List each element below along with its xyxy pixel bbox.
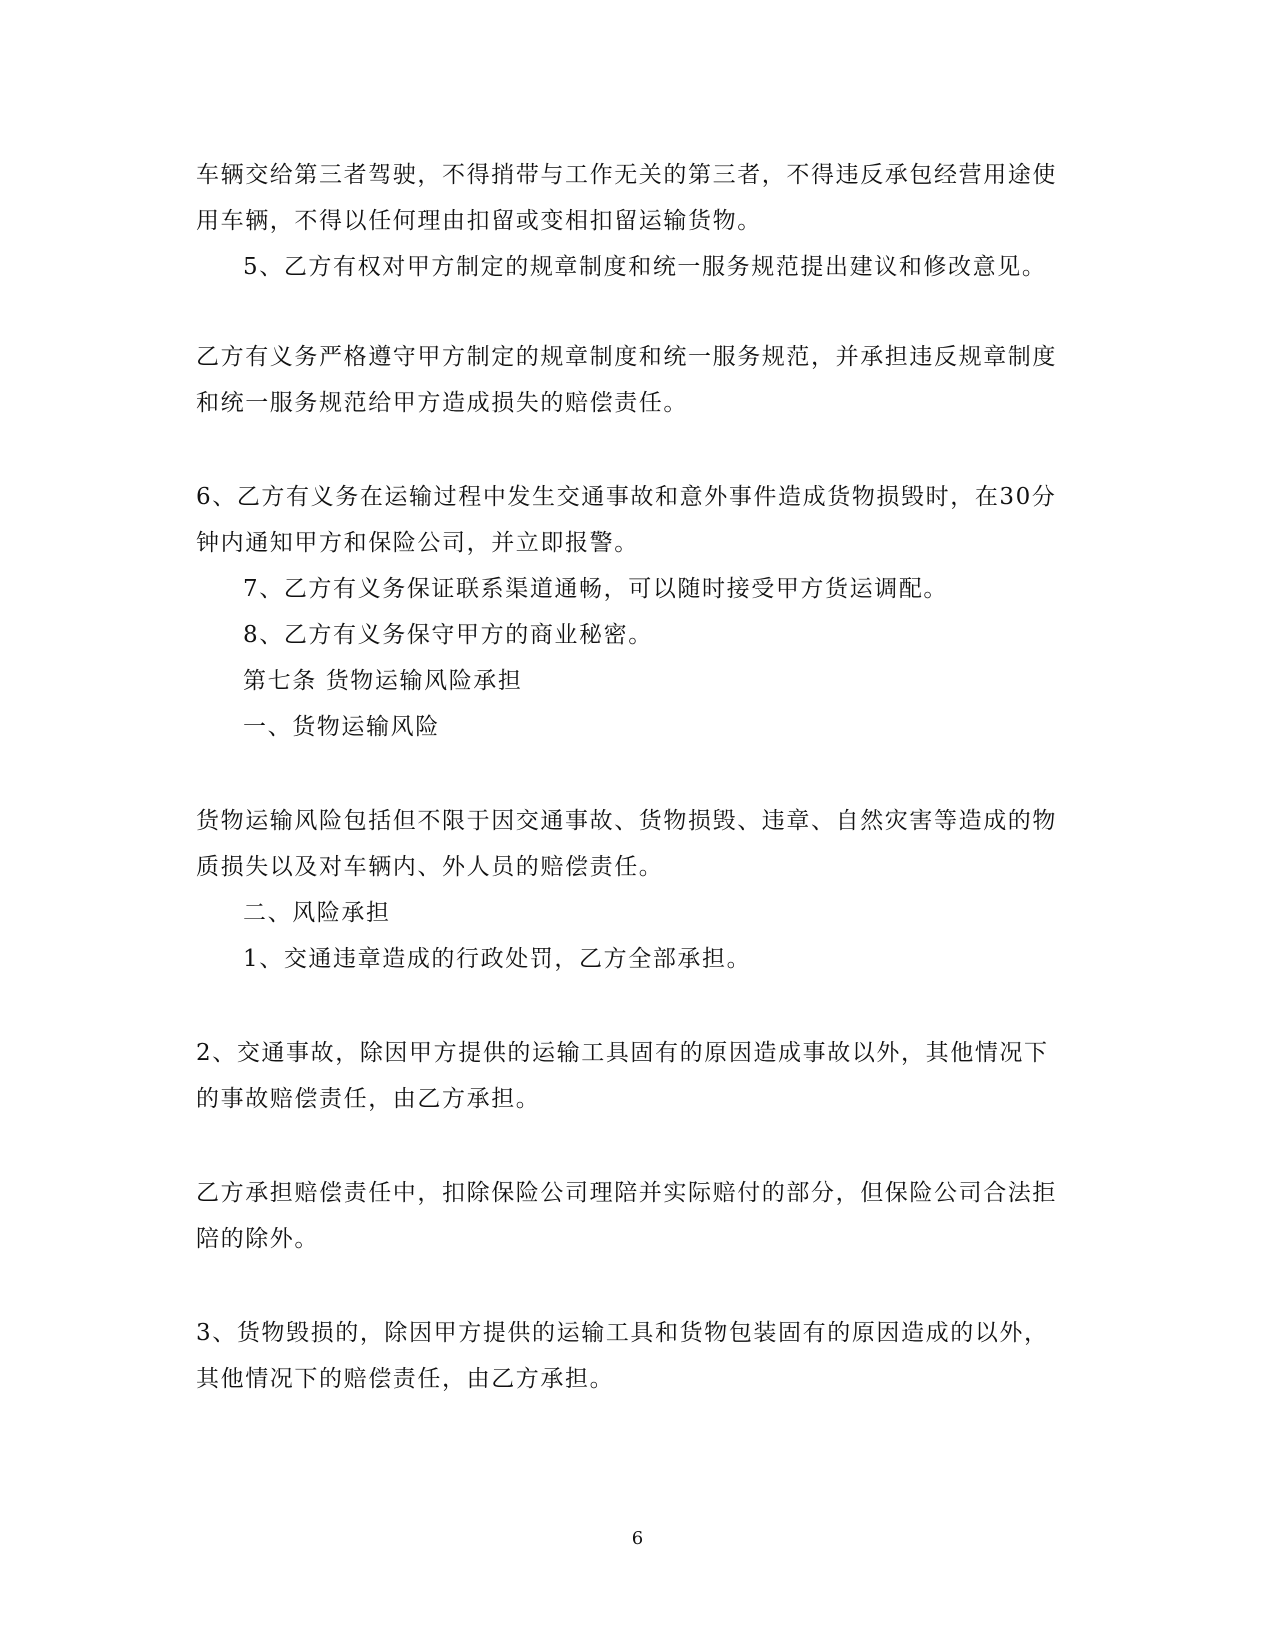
text-line: 陪的除外。 <box>196 1226 319 1252</box>
page-number: 6 <box>631 1528 644 1549</box>
text-line: 车辆交给第三者驾驶，不得捎带与工作无关的第三者，不得违反承包经营用途使 <box>196 162 1057 188</box>
text-line: 乙方有义务严格遵守甲方制定的规章制度和统一服务规范，并承担违反规章制度 <box>196 344 1057 370</box>
text-line: 的事故赔偿责任，由乙方承担。 <box>196 1086 541 1112</box>
text-line: 质损失以及对车辆内、外人员的赔偿责任。 <box>196 854 664 880</box>
text-line: 6、乙方有义务在运输过程中发生交通事故和意外事件造成货物损毁时，在30分 <box>196 484 1057 510</box>
text-line: 和统一服务规范给甲方造成损失的赔偿责任。 <box>196 390 688 416</box>
text-line: 3、货物毁损的，除因甲方提供的运输工具和货物包装固有的原因造成的以外， <box>196 1320 1049 1346</box>
text-line: 7、乙方有义务保证联系渠道通畅，可以随时接受甲方货运调配。 <box>243 576 949 602</box>
text-line: 1、交通违章造成的行政处罚，乙方全部承担。 <box>243 946 752 972</box>
text-line: 钟内通知甲方和保险公司，并立即报警。 <box>196 530 639 556</box>
text-line: 5、乙方有权对甲方制定的规章制度和统一服务规范提出建议和修改意见。 <box>243 254 1047 280</box>
text-line: 乙方承担赔偿责任中，扣除保险公司理陪并实际赔付的部分，但保险公司合法拒 <box>196 1180 1057 1206</box>
section-heading: 第七条 货物运输风险承担 <box>243 668 523 694</box>
subsection-heading: 二、风险承担 <box>243 900 391 926</box>
text-line: 2、交通事故，除因甲方提供的运输工具固有的原因造成事故以外，其他情况下 <box>196 1040 1049 1066</box>
text-line: 用车辆，不得以任何理由扣留或变相扣留运输货物。 <box>196 208 762 234</box>
text-line: 其他情况下的赔偿责任，由乙方承担。 <box>196 1366 615 1392</box>
text-line: 8、乙方有义务保守甲方的商业秘密。 <box>243 622 653 648</box>
subsection-heading: 一、货物运输风险 <box>243 714 440 740</box>
text-line: 货物运输风险包括但不限于因交通事故、货物损毁、违章、自然灾害等造成的物 <box>196 808 1057 834</box>
